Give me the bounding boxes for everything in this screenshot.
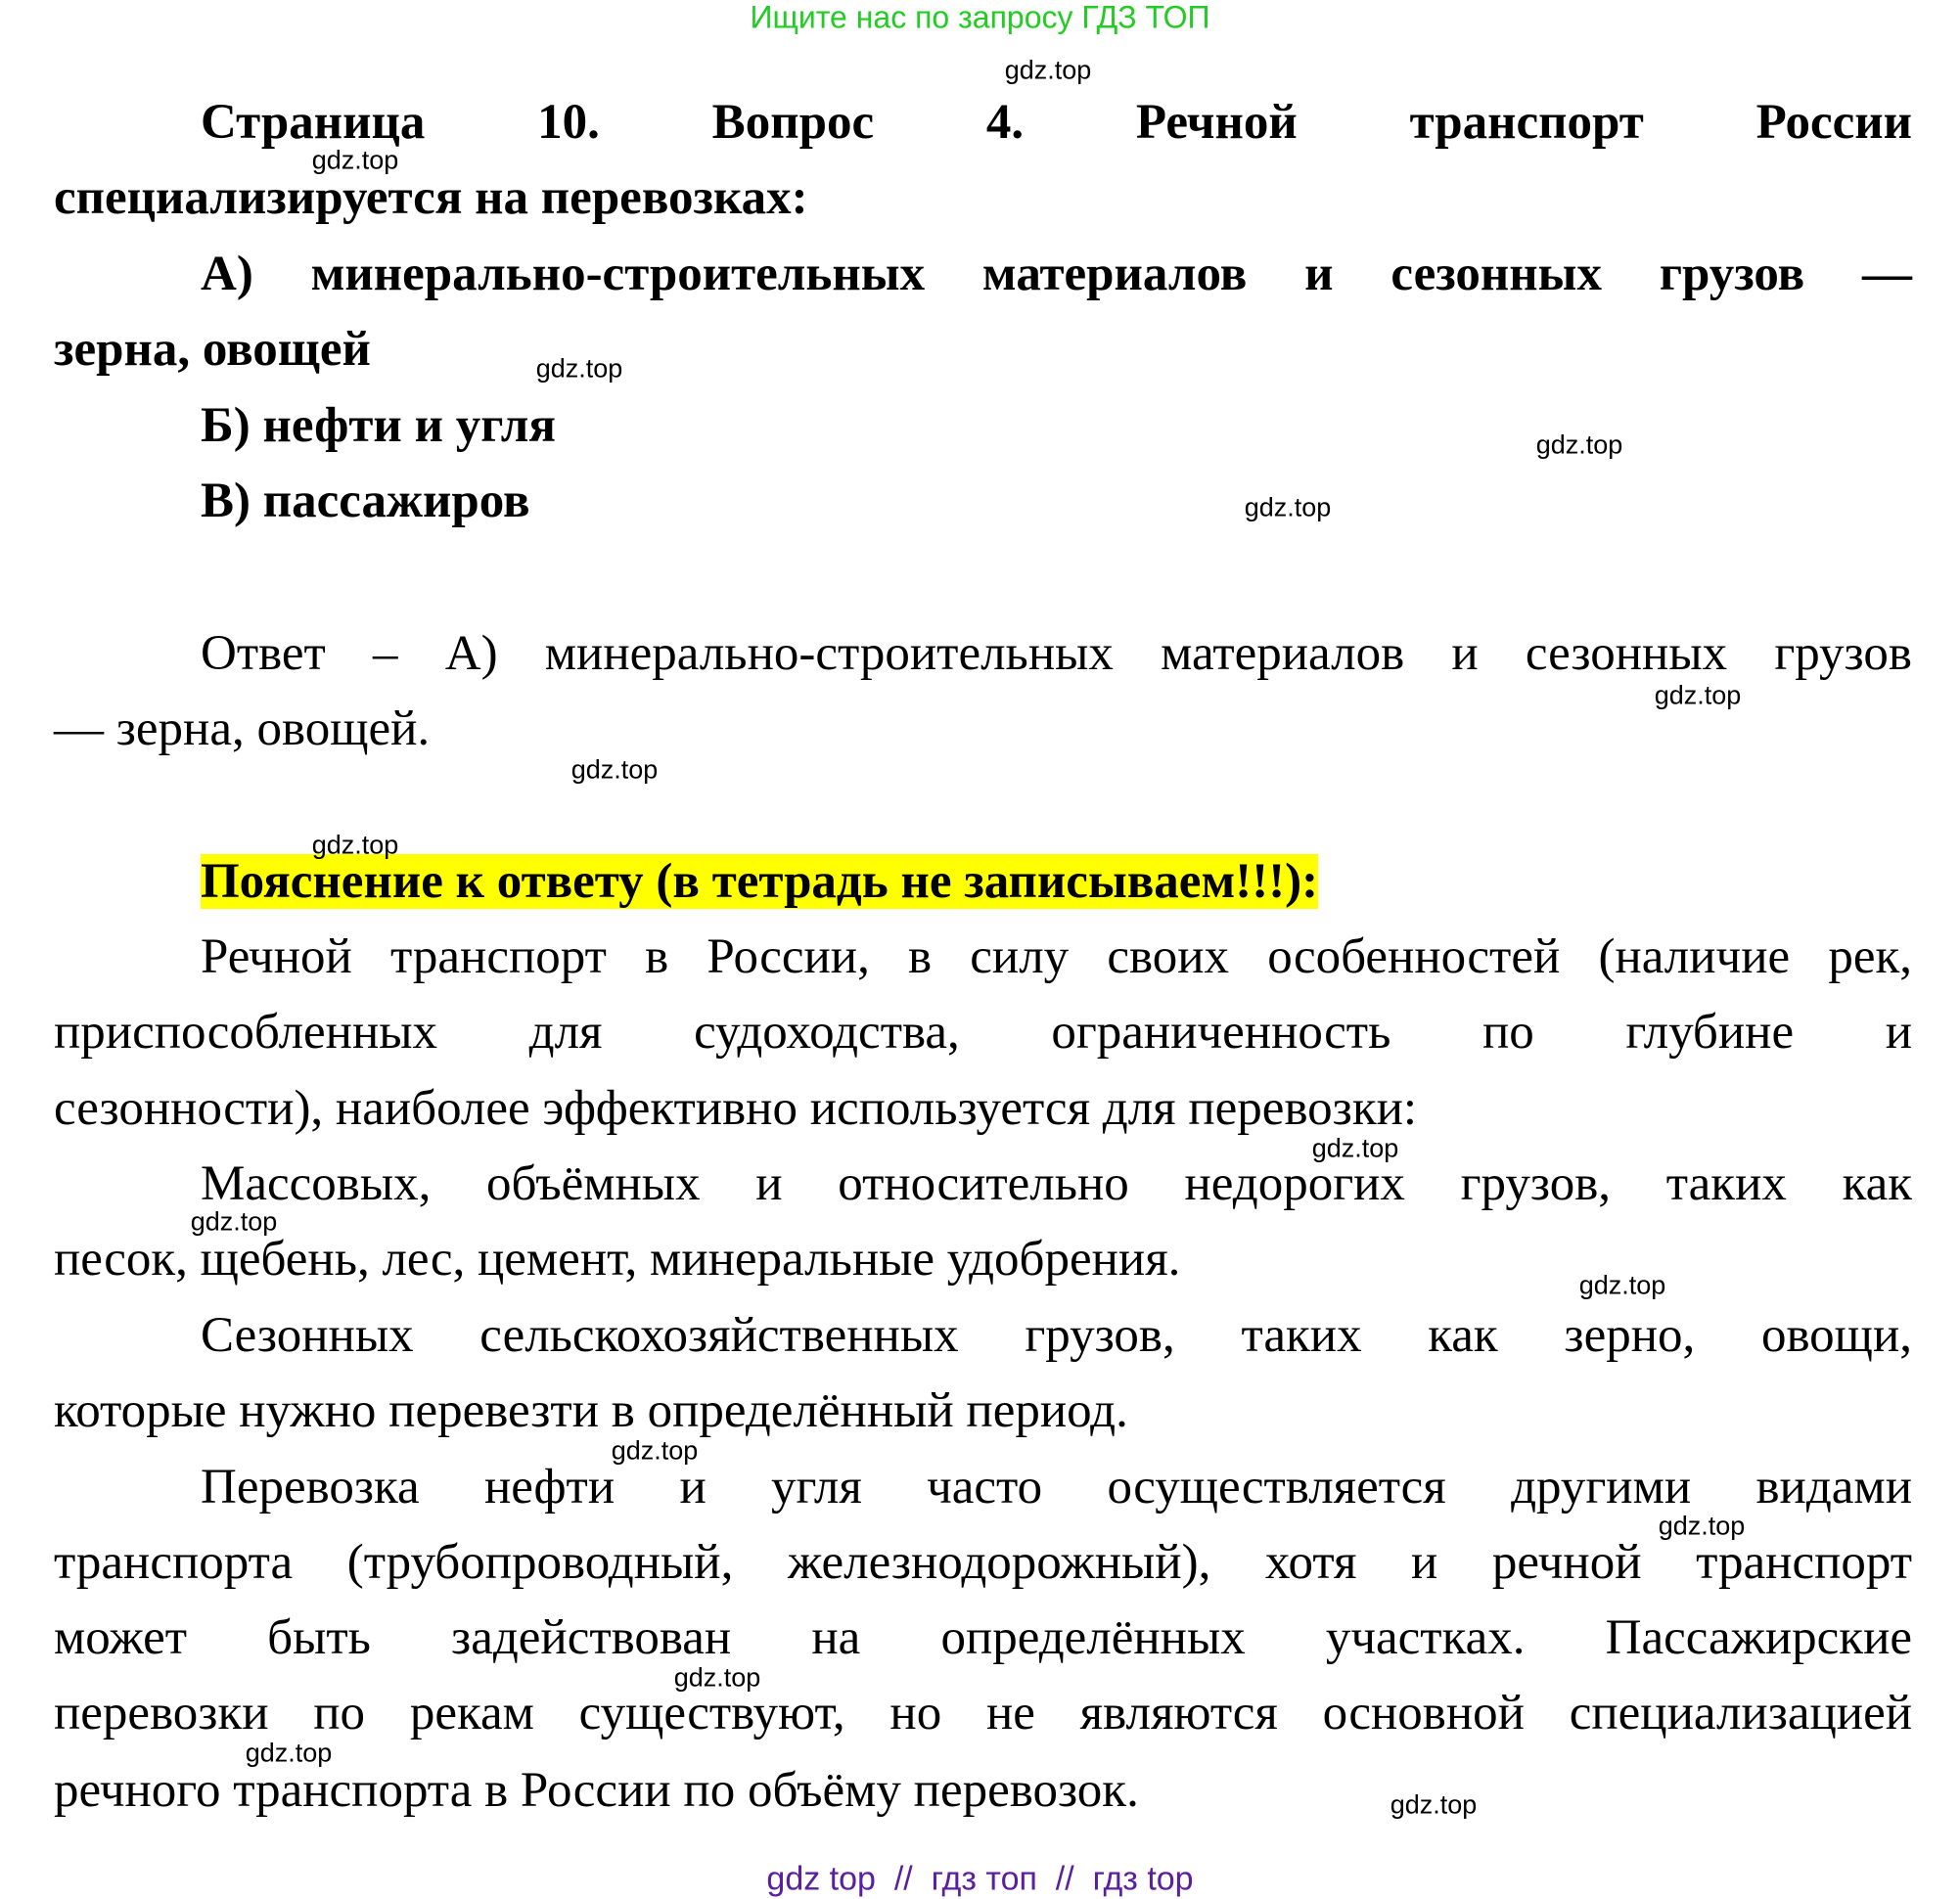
explanation-heading [201,847,1912,916]
watermark: gdz.top [1390,1789,1478,1820]
option-a-cont: зерна, овощей [54,322,371,377]
watermark: gdz.top [1004,55,1092,85]
explanation-line: транспорта (трубопроводный, железнодорожный), хотя и речной транспорт [54,1535,1912,1590]
watermark: gdz.top [535,353,623,384]
footer-links: gdz top // гдз топ // гдз top [766,1860,1194,1898]
header-banner: Ищите нас по запросу ГДЗ ТОП [750,0,1210,35]
explanation-line: Сезонных сельскохозяйственных грузов, таких как зерно, овощи, [201,1308,1912,1363]
explanation-line: речного транспорта в России по объёму перевозок. [54,1763,1139,1818]
watermark: gdz.top [311,145,399,175]
question-title: Страница 10. Вопрос 4. Речной транспорт России [201,95,1912,150]
option-c: В) пассажиров [201,474,530,528]
watermark: gdz.top [311,830,399,860]
watermark: gdz.top [1658,1511,1746,1541]
explanation-line: Речной транспорт в России, в силу своих особенностей (наличие рек, [201,929,1912,984]
watermark: gdz.top [1244,492,1332,522]
watermark: gdz.top [1535,430,1623,460]
option-b: Б) нефти и угля [201,398,556,453]
answer-line: Ответ – А) минерально-строительных материалов и сезонных грузов [201,626,1912,681]
watermark: gdz.top [1311,1133,1399,1163]
explanation-line: Массовых, объёмных и относительно недорогих грузов, таких как [201,1156,1912,1211]
watermark: gdz.top [245,1738,333,1768]
answer-line-cont: — зерна, овощей. [54,701,431,756]
explanation-line: может быть задействован на определённых участках. Пассажирские [54,1610,1912,1665]
watermark: gdz.top [1654,680,1742,710]
explanation-line: приспособленных для судоходства, ограниченность по глубине и [54,1005,1912,1060]
explanation-line: перевозки по рекам существуют, но не являются основной специализацией [54,1686,1912,1741]
watermark: gdz.top [1578,1270,1666,1300]
watermark: gdz.top [673,1662,761,1693]
watermark: gdz.top [570,754,659,785]
watermark: gdz.top [611,1435,699,1466]
option-a: А) минерально-строительных материалов и сезонных грузов — [201,247,1912,301]
question-title-cont: специализируется на перевозках: [54,170,808,225]
watermark: gdz.top [190,1206,278,1237]
highlighted-heading: Пояснение к ответу (в тетрадь не записываем!!!): [201,854,1319,909]
explanation-line: сезонности), наиболее эффективно используется для перевозки: [54,1081,1418,1136]
explanation-line: Перевозка нефти и угля часто осуществляется другими видами [201,1460,1912,1515]
explanation-line: которые нужно перевезти в определённый период. [54,1383,1128,1438]
explanation-line: песок, щебень, лес, цемент, минеральные удобрения. [54,1232,1181,1287]
